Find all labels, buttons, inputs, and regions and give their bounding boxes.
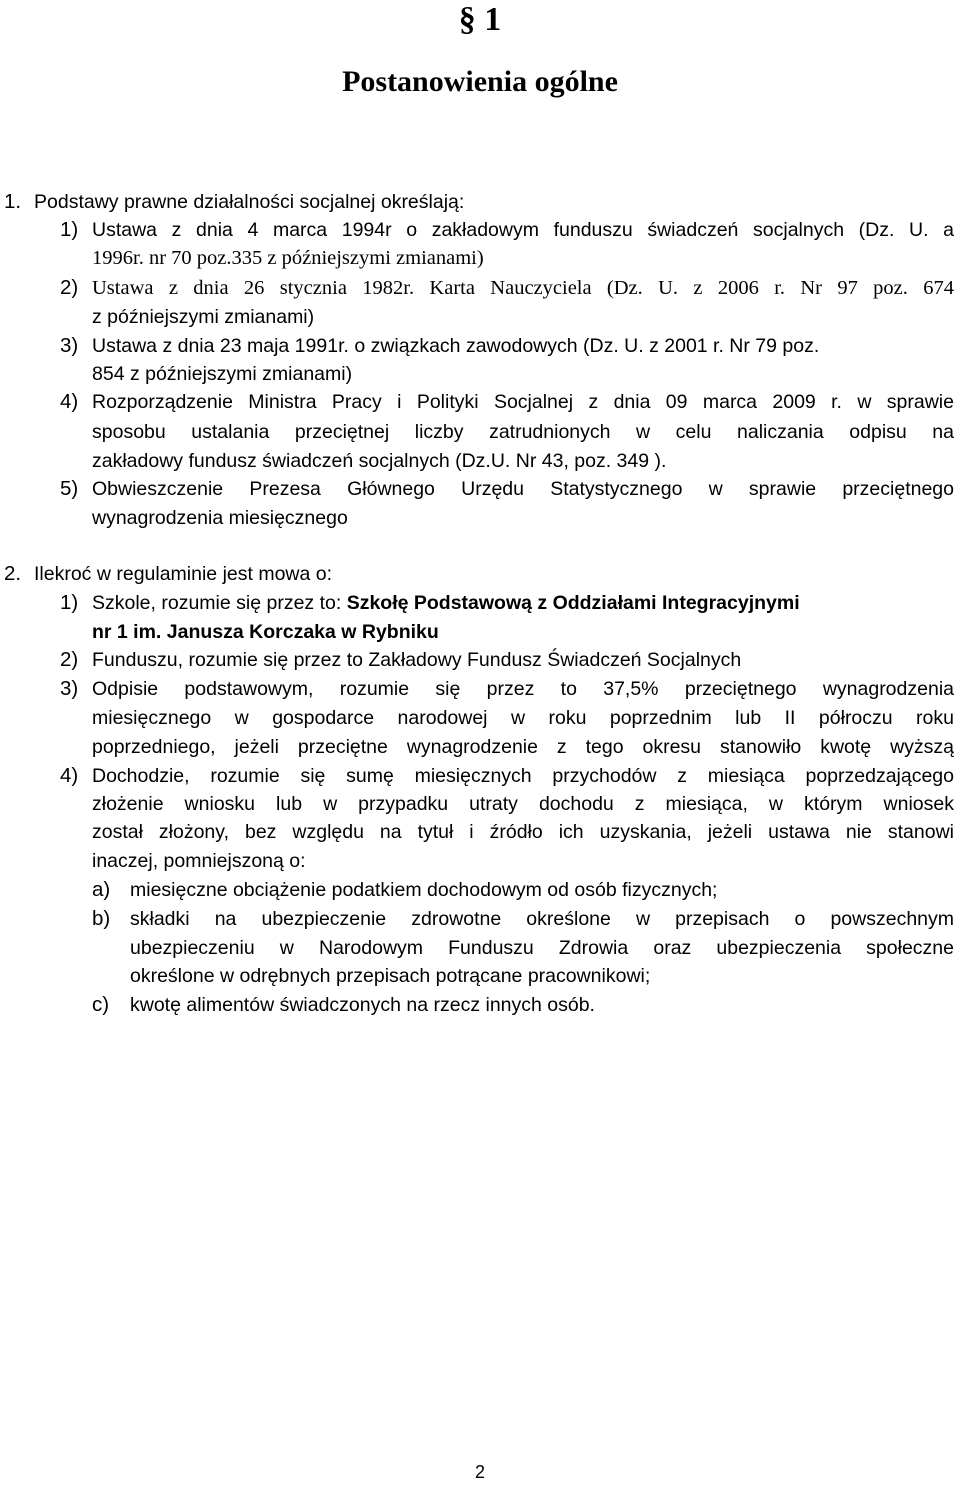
list-item-number: 3) [60,334,79,357]
list-item-number: 2) [60,276,79,299]
list-item-line: Obwieszczenie Prezesa Głównego Urzędu Statystycznego w sprawie przeciętnego [92,478,954,500]
list-item-number: 4) [60,390,79,413]
list-item-line: 1996r. nr 70 poz.335 z późniejszymi zmianami) [92,247,484,269]
page-title: Postanowienia ogólne [342,65,618,98]
sublist-item-line: ubezpieczeniu w Narodowym Funduszu Zdrowia oraz ubezpieczenia społeczne [130,937,954,959]
section2-number: 2. [4,562,22,585]
list-item-number: 4) [60,764,79,787]
sublist-item-letter: a) [92,878,111,901]
section-mark: § 1 [458,1,502,38]
list-item-line: Ustawa z dnia 26 stycznia 1982r. Karta Nauczyciela (Dz. U. z 2006 r. Nr 97 poz. 674 [92,277,954,299]
list-item-line: Ustawa z dnia 23 maja 1991r. o związkach zawodowych (Dz. U. z 2001 r. Nr 79 poz. [92,335,820,357]
list-item-number: 1) [60,218,79,241]
list-item-line: został złożony, bez względu na tytuł i źródło ich uzyskania, jeżeli ustawa nie stanowi [92,821,954,843]
school-name: Szkołę Podstawową z Oddziałami Integracyjnymi [346,592,800,614]
list-item-number: 1) [60,591,79,614]
list-item-line [92,589,800,617]
list-item-line: sposobu ustalania przeciętnej liczby zatrudnionych w celu naliczania odpisu na [92,421,954,443]
list-item-line: Funduszu, rozumie się przez to Zakładowy Fundusz Świadczeń Socjalnych [92,649,742,671]
sublist-item-line: określone w odrębnych przepisach potrącane pracownikowi; [130,965,651,987]
list-item-line: zakładowy fundusz świadczeń socjalnych (Dz.U. Nr 43, poz. 349 ). [92,450,667,472]
list-item-number: 5) [60,477,79,500]
sublist-item-letter: b) [92,907,111,930]
section1-number: 1. [4,190,22,213]
school-name-continued: nr 1 im. Janusza Korczaka w Rybniku [92,621,439,643]
list-item-line: Ustawa z dnia 4 marca 1994r o zakładowym funduszu świadczeń socjalnych (Dz. U. a [92,219,954,241]
list-item-line: miesięcznego w gospodarce narodowej w roku poprzednim lub II półroczu roku [92,707,954,729]
list-item-line: inaczej, pomniejszoną o: [92,850,306,872]
list-item-number: 3) [60,677,79,700]
list-item-number: 2) [60,648,79,671]
definition-text: Szkole, rozumie się przez to: [92,592,347,614]
list-item-line: Dochodzie, rozumie się sumę miesięcznych przychodów z miesiąca poprzedzającego [92,765,954,787]
list-item-line: 854 z późniejszymi zmianami) [92,363,353,385]
sublist-item-letter: c) [92,993,110,1016]
sublist-item-line: kwotę alimentów świadczonych na rzecz innych osób. [130,994,595,1016]
section2-heading: Ilekroć w regulaminie jest mowa o: [34,563,333,585]
list-item-line: poprzedniego, jeżeli przeciętne wynagrodzenie z tego okresu stanowiło kwotę wyższą [92,736,954,758]
page-number: 2 [474,1462,485,1482]
list-item-line: Rozporządzenie Ministra Pracy i Polityki Socjalnej z dnia 09 marca 2009 r. w sprawie [92,391,954,413]
list-item-line: złożenie wniosku lub w przypadku utraty dochodu z miesiąca, w którym wniosek [92,793,954,815]
section1-heading: Podstawy prawne działalności socjalnej określają: [34,191,465,213]
sublist-item-line: składki na ubezpieczenie zdrowotne określone w przepisach o powszechnym [130,908,954,930]
list-item-line: wynagrodzenia miesięcznego [92,507,348,529]
list-item-line: z późniejszymi zmianami) [92,306,315,328]
list-item-line: Odpisie podstawowym, rozumie się przez to 37,5% przeciętnego wynagrodzenia [92,678,954,700]
sublist-item-line: miesięczne obciążenie podatkiem dochodowym od osób fizycznych; [130,879,718,901]
